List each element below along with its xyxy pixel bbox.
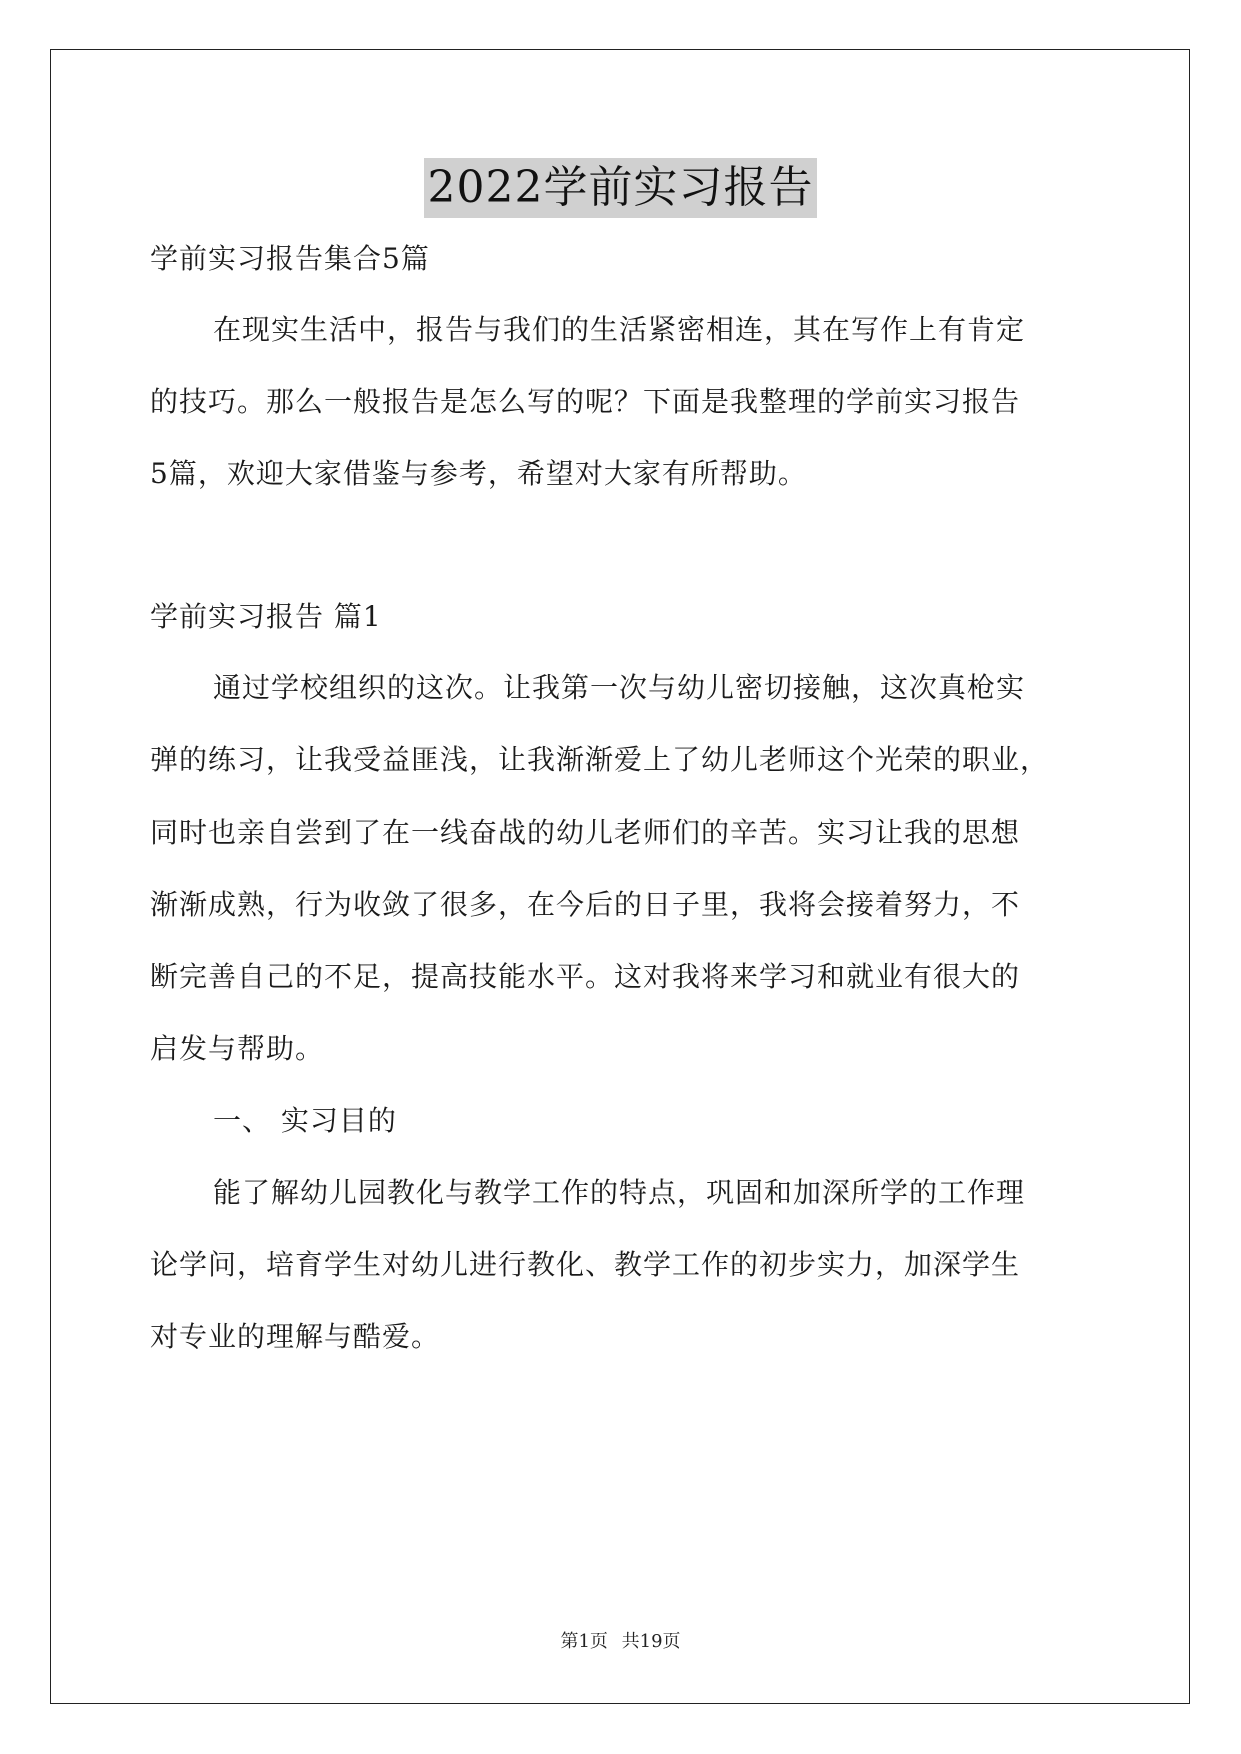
page-footer — [0, 1630, 1241, 1654]
purpose-line-1: 能了解幼儿园教化与教学工作的特点，巩固和加深所学的工作理 — [213, 1176, 1026, 1209]
body-line-3: 同时也亲自尝到了在一线奋战的幼儿老师们的辛苦。实习让我的思想 — [150, 816, 1021, 849]
document-title: 2022学前实习报告 — [424, 158, 818, 218]
total-pages: 共19页 — [621, 1631, 681, 1652]
intro-line-2: 的技巧。那么一般报告是怎么写的呢？下面是我整理的学前实习报告 — [150, 385, 1021, 418]
purpose-heading: 一、 实习目的 — [213, 1104, 397, 1137]
document-subtitle: 学前实习报告集合5篇 — [150, 242, 430, 275]
purpose-line-2: 论学问，培育学生对幼儿进行教化、教学工作的初步实力，加深学生 — [150, 1248, 1021, 1281]
intro-line-3: 5篇，欢迎大家借鉴与参考，希望对大家有所帮助。 — [150, 457, 807, 490]
body-line-6: 启发与帮助。 — [150, 1032, 325, 1065]
intro-line-1: 在现实生活中，报告与我们的生活紧密相连，其在写作上有肯定 — [213, 313, 1026, 346]
body-line-1: 通过学校组织的这次。让我第一次与幼儿密切接触，这次真枪实 — [213, 671, 1026, 704]
section-heading: 学前实习报告 篇1 — [150, 600, 382, 633]
title-container — [0, 158, 1241, 218]
body-line-5: 断完善自己的不足，提高技能水平。这对我将来学习和就业有很大的 — [150, 960, 1021, 993]
purpose-line-3: 对专业的理解与酷爱。 — [150, 1320, 441, 1353]
page-border — [50, 49, 1190, 1704]
body-line-2: 弹的练习，让我受益匪浅，让我渐渐爱上了幼儿老师这个光荣的职业， — [150, 743, 1050, 776]
body-line-4: 渐渐成熟，行为收敛了很多，在今后的日子里，我将会接着努力，不 — [150, 888, 1021, 921]
page-number: 第1页 — [560, 1631, 608, 1652]
